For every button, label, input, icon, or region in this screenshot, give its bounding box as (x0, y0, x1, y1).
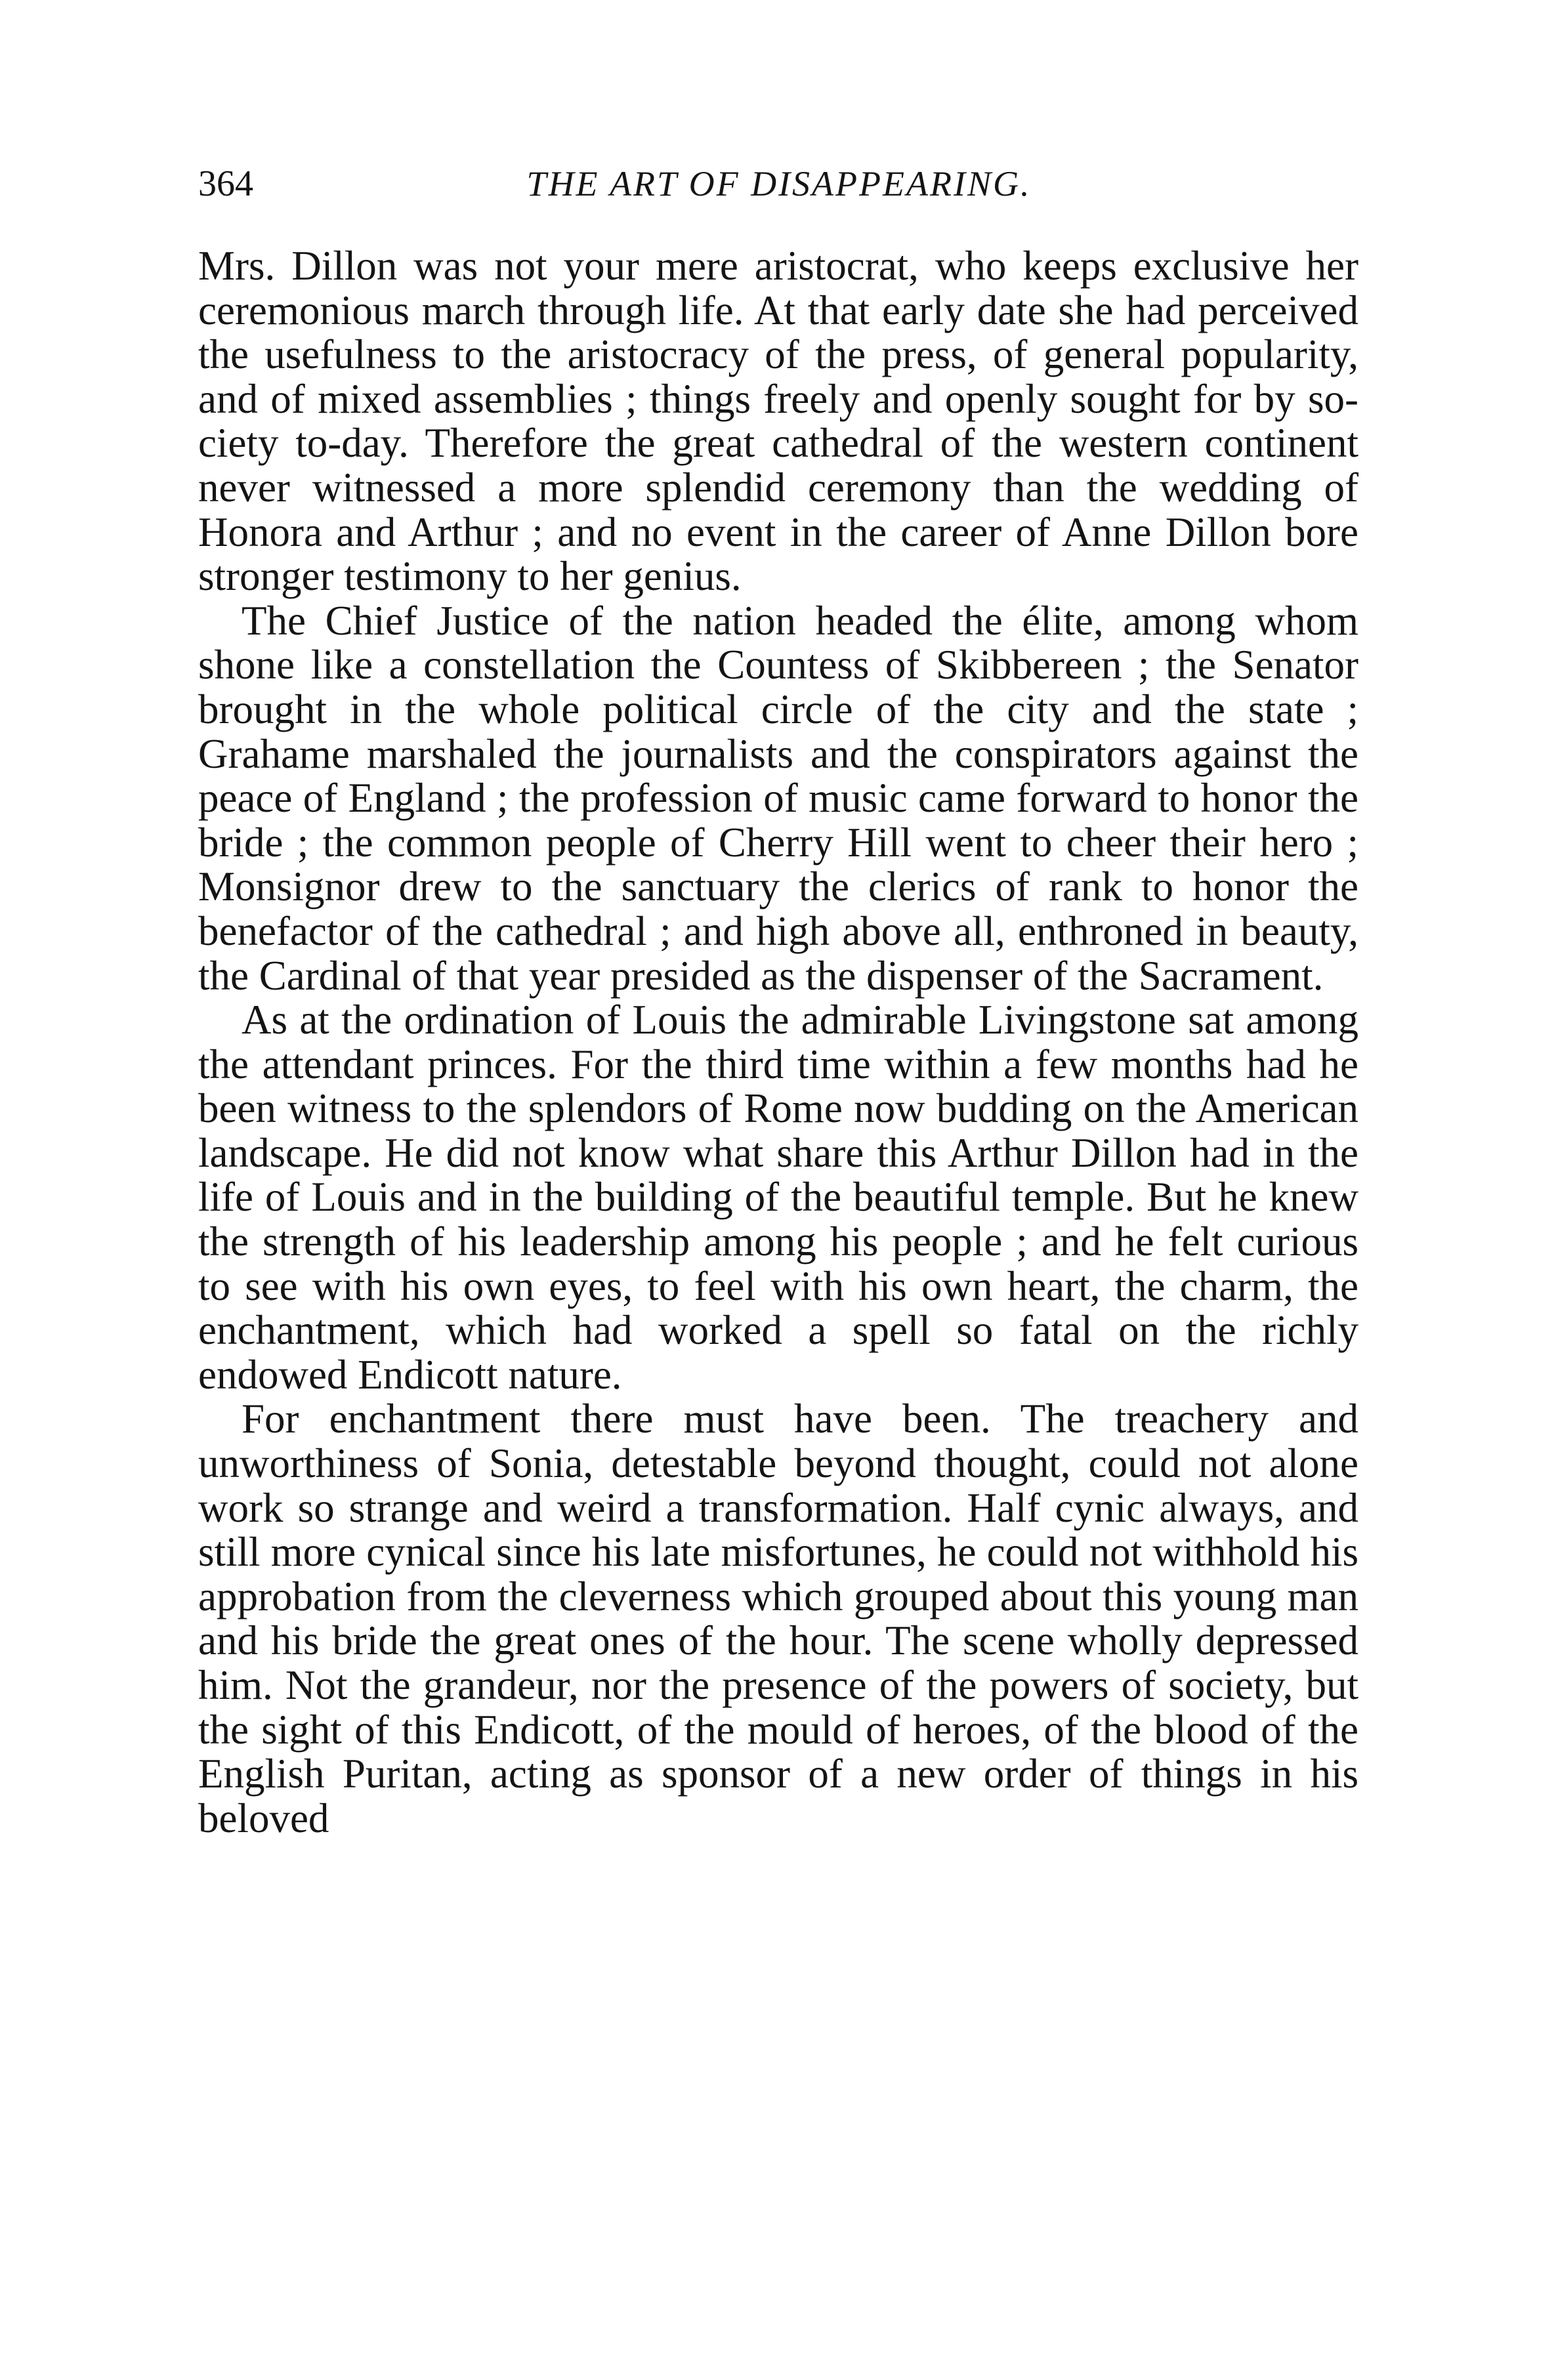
body-text (198, 244, 1358, 1841)
page-number: 364 (198, 163, 253, 204)
running-head (198, 161, 1360, 213)
paragraph: Mrs. Dillon was not your mere aristocrat, who keeps exclusive her ceremonious march through life. At that early date she had perceived the usefulness to the aristocracy of the press, of general popularity, and of mixed assemblies ; things freely and openly sought for by society to-day. Therefore the great cathedral of the western continent never witnessed a more splendid ceremony than the wedding of Honora and Arthur ; and no event in the career of Anne Dillon bore stronger testimony to her genius. (198, 243, 1358, 600)
paragraph: For enchantment there must have been. The treachery and unworthiness of Sonia, detestable beyond thought, could not alone work so strange and weird a transformation. Half cynic always, and still more cynical since his late misfortunes, he could not withhold his approbation from the cleverness which grouped about this young man and his bride the great ones of the hour. The scene wholly depressed him. Not the grandeur, nor the presence of the powers of society, but the sight of this Endicott, of the mould of heroes, of the blood of the English Puritan, acting as sponsor of a new order of things in his beloved (198, 1396, 1358, 1841)
paragraph: As at the ordination of Louis the admirable Livingstone sat among the attendant princes. For the third time within a few months had he been witness to the splendors of Rome now budding on the American landscape. He did not know what share this Arthur Dillon had in the life of Louis and in the building of the beautiful temple. But he knew the strength of his leadership among his people ; and he felt curious to see with his own eyes, to feel with his own heart, the charm, the enchantment, which had worked a spell so fatal on the richly endowed Endicott nature. (198, 997, 1358, 1398)
running-title: THE ART OF DISAPPEARING. (526, 164, 1032, 203)
paragraph: The Chief Justice of the nation headed the élite, among whom shone like a constellation the Countess of Skibbereen ; the Senator brought in the whole political circle of the city and the state ; Grahame marshaled the journalists and the conspirators against the peace of England ; the profession of music came forward to honor the bride ; the common people of Cherry Hill went to cheer their hero ; Monsignor drew to the sanctuary the clerics of rank to honor the benefactor of the cathedral ; and high above all, enthroned in beauty, the Cardinal of that year presided as the dispenser of the Sacrament. (198, 597, 1358, 999)
